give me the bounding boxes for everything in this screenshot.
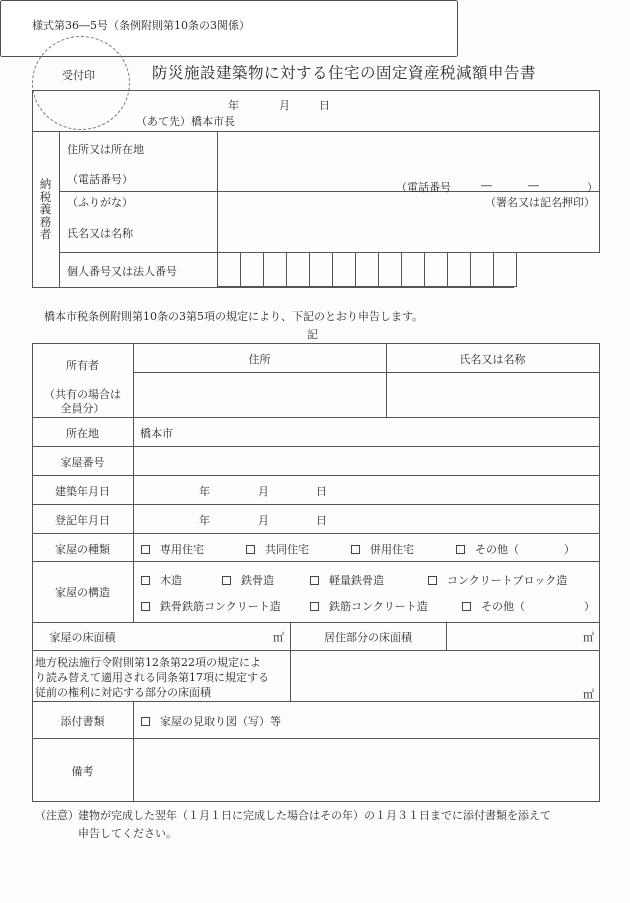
checkbox-icon[interactable] [351,545,360,554]
phone-label: （電話番号） [67,173,133,186]
prior-rights-label-3: 従前の権利に対応する部分の床面積 [35,686,211,699]
floor-area-label: 家屋の床面積 [49,631,116,644]
page-title: 防災施設建築物に対する住宅の固定資産税減額申告書 [152,64,537,82]
attachment-option-floor-plan[interactable]: 家屋の見取り図（写）等 [141,713,281,729]
house-type-option-dedicated[interactable]: 専用住宅 [141,541,204,557]
checkbox-icon[interactable] [310,576,319,585]
date-month-label: 月 [279,99,290,112]
prior-rights-area-input[interactable] [294,653,576,698]
residential-area-label: 居住部分の床面積 [324,631,412,644]
reception-stamp-circle [32,36,130,130]
checkbox-icon[interactable] [141,545,150,554]
phone-dash-2: ― [528,179,539,192]
taxpayer-section-text: 納税義務者 [39,177,52,241]
prior-rights-label-2: り読み替えて適用される同条第17項に規定する [35,671,269,684]
floor-area-input[interactable] [137,625,267,647]
remarks-label: 備考 [71,765,94,778]
built-date-label: 建築年月日 [55,485,110,498]
checkbox-icon[interactable] [462,602,471,611]
checkbox-icon[interactable] [222,576,231,585]
id-number-digit-box[interactable] [378,252,402,287]
id-number-digit-box[interactable] [309,252,333,287]
id-number-label: 個人番号又は法人番号 [67,265,177,278]
address-input[interactable] [222,135,594,175]
reception-stamp-label: 受付印 [62,69,95,82]
owner-label: 所有者 [66,359,99,372]
checkbox-icon[interactable] [141,602,150,611]
note-line-1: 建物が完成した翌年（１月１日に完成した場合はその年）の１月３１日までに添付書類を添えて [78,809,551,822]
location-input[interactable] [180,420,595,444]
checkbox-icon[interactable] [141,576,150,585]
phone-field-text: （電話番号 [396,181,451,194]
structure-option-concrete-block[interactable]: コンクリートブロック造 [428,572,567,588]
owner-sublabel-2: 全員分） [60,402,105,415]
id-number-digit-box[interactable] [355,252,379,287]
owner-name-header: 氏名又は名称 [459,353,526,366]
registered-year-label: 年 [199,514,210,527]
phone-close: ） [587,181,598,194]
house-type-option-other[interactable]: その他（ [456,541,519,557]
structure-option-steel[interactable]: 鉄骨造 [222,572,274,588]
registered-month-label: 月 [258,514,269,527]
checkbox-icon[interactable] [310,602,319,611]
floor-area-unit: ㎡ [273,631,284,644]
id-number-digit-box[interactable] [424,252,448,287]
id-number-digit-box[interactable] [447,252,471,287]
id-number-digit-box[interactable] [332,252,356,287]
structure-label: 家屋の構造 [55,586,110,599]
attachment-label: 添付書類 [60,715,105,728]
signature-note: （署名又は記名押印） [485,196,595,209]
name-label: 氏名又は名称 [67,227,133,240]
residential-area-unit: ㎡ [583,631,594,644]
prior-rights-label-1: 地方税法施行令附則第12条第22項の規定によ [35,656,261,669]
residential-area-input[interactable] [450,625,576,647]
built-month-label: 月 [258,485,269,498]
id-number-digit-box[interactable] [263,252,287,287]
house-number-label: 家屋番号 [60,456,105,469]
location-value: 橋本市 [140,427,173,440]
checkbox-icon[interactable] [456,545,465,554]
structure-other-close: ） [584,600,595,613]
statement: 橋本市税条例附則第10条の3第5項の規定により、下記のとおり申告します。 [44,310,424,323]
house-type-option-shared[interactable]: 共同住宅 [246,541,309,557]
id-number-digit-box[interactable] [493,252,517,287]
name-input[interactable] [222,210,594,248]
structure-option-src[interactable]: 鉄骨鉄筋コンクリート造 [141,598,281,614]
checkbox-icon[interactable] [428,576,437,585]
taxpayer-section-label [32,178,59,241]
house-type-label: 家屋の種類 [55,543,110,556]
prior-rights-area-unit: ㎡ [583,688,594,701]
record-heading: 記 [307,328,318,341]
id-number-digit-box[interactable] [286,252,310,287]
id-number-digit-box[interactable] [401,252,425,287]
note-prefix: （注意） [35,809,79,822]
date-day-label: 日 [319,99,330,112]
id-number-digit-box[interactable] [217,252,241,287]
id-number-digit-box[interactable] [240,252,264,287]
date-year-label: 年 [228,99,239,112]
house-type-option-mixed[interactable]: 併用住宅 [351,541,414,557]
owner-address-input[interactable] [137,375,382,414]
built-year-label: 年 [199,485,210,498]
structure-option-light-steel[interactable]: 軽量鉄骨造 [310,572,384,588]
furigana-label: （ふりがな） [67,196,133,209]
owner-name-input[interactable] [390,375,595,414]
checkbox-icon[interactable] [141,717,150,726]
id-number-digit-box[interactable] [470,252,494,287]
structure-option-other[interactable]: その他（ [462,598,525,614]
owner-sublabel-1: （共有の場合は [44,388,121,401]
registered-date-label: 登記年月日 [55,514,110,527]
structure-option-rc[interactable]: 鉄筋コンクリート造 [310,598,428,614]
addressee: （あて先）橋本市長 [136,115,235,128]
phone-dash-1: ― [481,179,492,192]
built-day-label: 日 [316,485,327,498]
location-label: 所在地 [66,427,99,440]
house-number-input[interactable] [137,449,595,473]
checkbox-icon[interactable] [246,545,255,554]
house-type-other-close: ） [564,543,575,556]
note-line-2: 申告してください。 [78,827,177,840]
form-number: 様式第36―5号（条例附則第10条の3関係） [32,19,250,32]
structure-option-wood[interactable]: 木造 [141,572,182,588]
owner-address-header: 住所 [248,353,271,366]
address-label: 住所又は所在地 [67,143,144,156]
registered-day-label: 日 [316,514,327,527]
